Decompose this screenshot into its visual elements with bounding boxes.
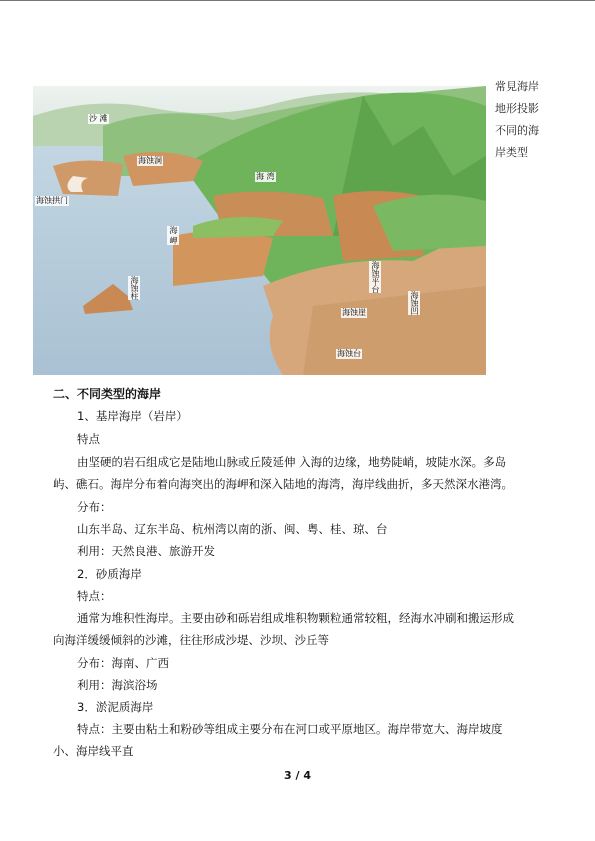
label-abrasion-terrace: 海蚀台: [337, 349, 361, 358]
label-wave-cut-platform: 海蚀平台: [371, 261, 380, 293]
label-sea-cave: 海蚀洞: [138, 156, 162, 165]
label-bay: 海 湾: [256, 172, 275, 181]
sandy-feature-line2: 向海洋缓缓倾斜的沙滩，往往形成沙堤、沙坝、沙丘等: [53, 633, 329, 647]
bedrock-use-text: 利用：天然良港、旅游开发: [77, 544, 215, 558]
muddy-feature-line2: 小、海岸线平直: [53, 744, 134, 758]
bedrock-title: 1、基岸海岸（岩岸）: [77, 409, 188, 423]
page-number: 3 / 4: [284, 769, 311, 782]
bedrock-feature-label: 特点: [77, 432, 100, 446]
sandy-use-text: 利用：海滨浴场: [77, 678, 158, 692]
label-sea-arch: 海蚀拱门: [36, 196, 68, 205]
bedrock-feature-line1: 由坚硬的岩石组成它是陆地山脉或丘陵延伸 入海的边缘，地势陡峭，坡陡水深。多岛: [77, 455, 507, 469]
coast-drawing: [33, 86, 486, 375]
bedrock-distribution-label: 分布：: [77, 500, 112, 514]
bedrock-distribution-text: 山东半岛、辽东半岛、杭州湾以南的浙、闽、粤、桂、琼、台: [77, 522, 388, 536]
muddy-title: 3．淤泥质海岸: [77, 700, 154, 714]
coastal-landform-illustration: [33, 86, 486, 375]
sandy-distribution-text: 分布：海南、广西: [77, 656, 169, 670]
label-sea-cliff: 海蚀崖: [342, 308, 366, 317]
figure-caption: 常見海岸地形投影不同的海岸类型: [495, 80, 539, 159]
bedrock-feature-line2: 屿、礁石。海岸分布着向海突出的海岬和深入陆地的海湾，海岸线曲折，多天然深水港湾。: [53, 477, 513, 491]
sandy-title: 2．砂质海岸: [77, 567, 142, 581]
section-heading: 二、不同类型的海岸: [53, 387, 162, 401]
label-sand-beach: 沙 滩: [89, 114, 108, 123]
top-rule: [0, 0, 595, 1]
label-notch: 海蚀凹: [410, 291, 419, 315]
sandy-feature-line1: 通常为堆积性海岸。主要由砂和砾岩组成堆积物颗粒通常较粗，经海水冲刷和搬运形成: [77, 611, 514, 625]
label-sea-stack: 海蚀柱: [130, 276, 139, 300]
sandy-feature-label: 特点：: [77, 589, 112, 603]
label-cape: 海 岬: [169, 226, 178, 245]
muddy-feature-line1: 特点：主要由粘土和粉砂等组成主要分布在河口或平原地区。海岸带宽大、海岸坡度: [77, 722, 503, 736]
